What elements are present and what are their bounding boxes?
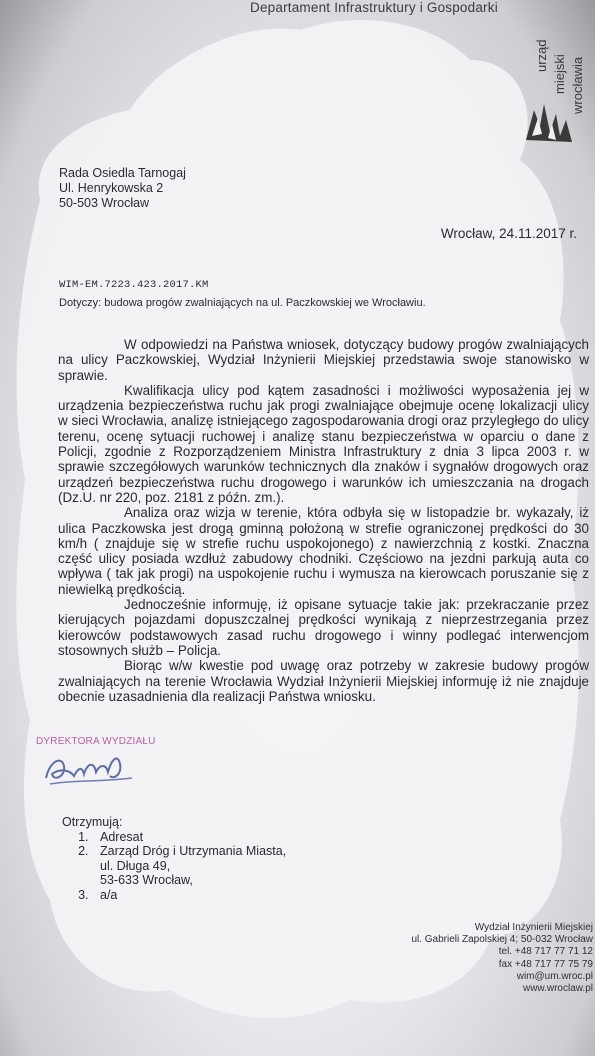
director-stamp: DYREKTORA WYDZIAŁU [36, 736, 156, 747]
paragraph: Biorąc w/w kwestie pod uwagę oraz potrzeby w zakresie budowy progów zwalniających na terenie Wrocławia Wydział Inżynierii Miejskiej informuję iż nie znajduje obecnie uzasadnienia dla realizacji Państwa wniosku. [58, 658, 589, 704]
footer-fax: fax +48 717 77 75 79 [498, 958, 593, 970]
recipient-item-label: Zarząd Dróg i Utrzymania Miasta, [100, 844, 287, 858]
recipient-item-street: ul. Długa 49, [100, 858, 171, 873]
recipient-item-city: 53-633 Wrocław, [100, 873, 193, 887]
footer-contact [411, 922, 593, 995]
recipient-item [92, 830, 286, 845]
recipients-heading: Otrzymują: [62, 815, 123, 829]
footer-department: Wydział Inżynierii Miejskiej [474, 922, 593, 933]
footer-website: www.wroclaw.pl [522, 983, 593, 995]
subject-line: Dotyczy: budowa progów zwalniających na ul. Paczkowskiej we Wrocławiu. [59, 297, 426, 309]
reference-number: WIM-EM.7223.423.2017.KM [59, 279, 209, 291]
recipient-name: Rada Osiedla Tarnogaj [59, 166, 186, 180]
footer-address: ul. Gabrieli Zapolskiej 4; 50-032 Wrocław [411, 934, 593, 946]
logo-text-line3: wrocławia [570, 56, 585, 114]
letter-date: Wrocław, 24.11.2017 r. [440, 226, 577, 241]
recipient-item-label: a/a [100, 887, 118, 902]
handwritten-signature [40, 748, 140, 790]
paragraph: Analiza oraz wizja w terenie, która odbyła się w listopadzie br. wykazały, iż ulica Paczkowska jest drogą gminną położoną w strefie ograniczonej prędkości do 30 km/h ( znajduje się w strefie ruchu uspokojonego) z nawierzchnią z kostki. Znaczna część ulicy posiada wzdłuż zabudowy chodniki. Częściowo na jezdni parkują auta co wpływa ( tak jak progi) na uspokojenie ruchu i wymusza na kierowcach poruszanie się z niewielką prędkością. [58, 505, 589, 597]
letter-body [58, 337, 589, 704]
footer-phone: tel. +48 717 77 71 12 [498, 946, 593, 958]
recipient-address [59, 166, 186, 211]
recipient-item [92, 844, 286, 888]
paragraph: Kwalifikacja ulicy pod kątem zasadności i możliwości wyposażenia jej w urządzenia bezpieczeństwa ruchu jak progi zwalniające obejmuje ocenę lokalizacji ulicy w sieci Wrocławia, analizę istniejącego zagospodarowania drogi oraz przyległego do ulicy terenu, ocenę sytuacji ruchowej i analizę stanu bezpieczeństwa w oparciu o dane z Policji, zgodnie z Rozporządzeniem Ministra Infrastruktury z dnia 3 lipca 2003 r. w sprawie szczegółowych warunków technicznych dla znaków i sygnałów drogowych oraz urządzeń bezpieczeństwa ruchu drogowego i warunków ich umieszczania na drogach (Dz.U. nr 220, poz. 2181 z późn. zm.). [58, 382, 589, 505]
recipient-item [92, 888, 286, 903]
paragraph: W odpowiedzi na Państwa wniosek, dotyczący budowy progów zwalniających na ulicy Paczkowskiej, Wydział Inżynierii Miejskiej przedstawia swoje stanowisko w sprawie. [58, 337, 589, 383]
department-header: Departament Infrastruktury i Gospodarki [250, 0, 498, 15]
recipients-list [62, 815, 286, 902]
logo-text-line2: miejski [552, 54, 567, 94]
logo-text-line1: urząd [534, 39, 549, 72]
footer-email: wim@um.wroc.pl [516, 970, 593, 982]
paragraph: Jednocześnie informuję, iż opisane sytuacje takie jak: przekraczanie przez kierujących pojazdami dopuszczalnej prędkości wynikają z nieprzestrzegania przez kierowców podstawowych zasad ruchu drogowego i winny podlegać interwencjom stosownych służb – Policja. [58, 597, 589, 658]
recipient-item-label: Adresat [100, 829, 144, 844]
recipient-street: Ul. Henrykowska 2 [59, 181, 164, 195]
city-office-logo [520, 10, 585, 150]
city-emblem-icon [522, 96, 576, 146]
recipient-city: 50-503 Wrocław [59, 196, 150, 210]
